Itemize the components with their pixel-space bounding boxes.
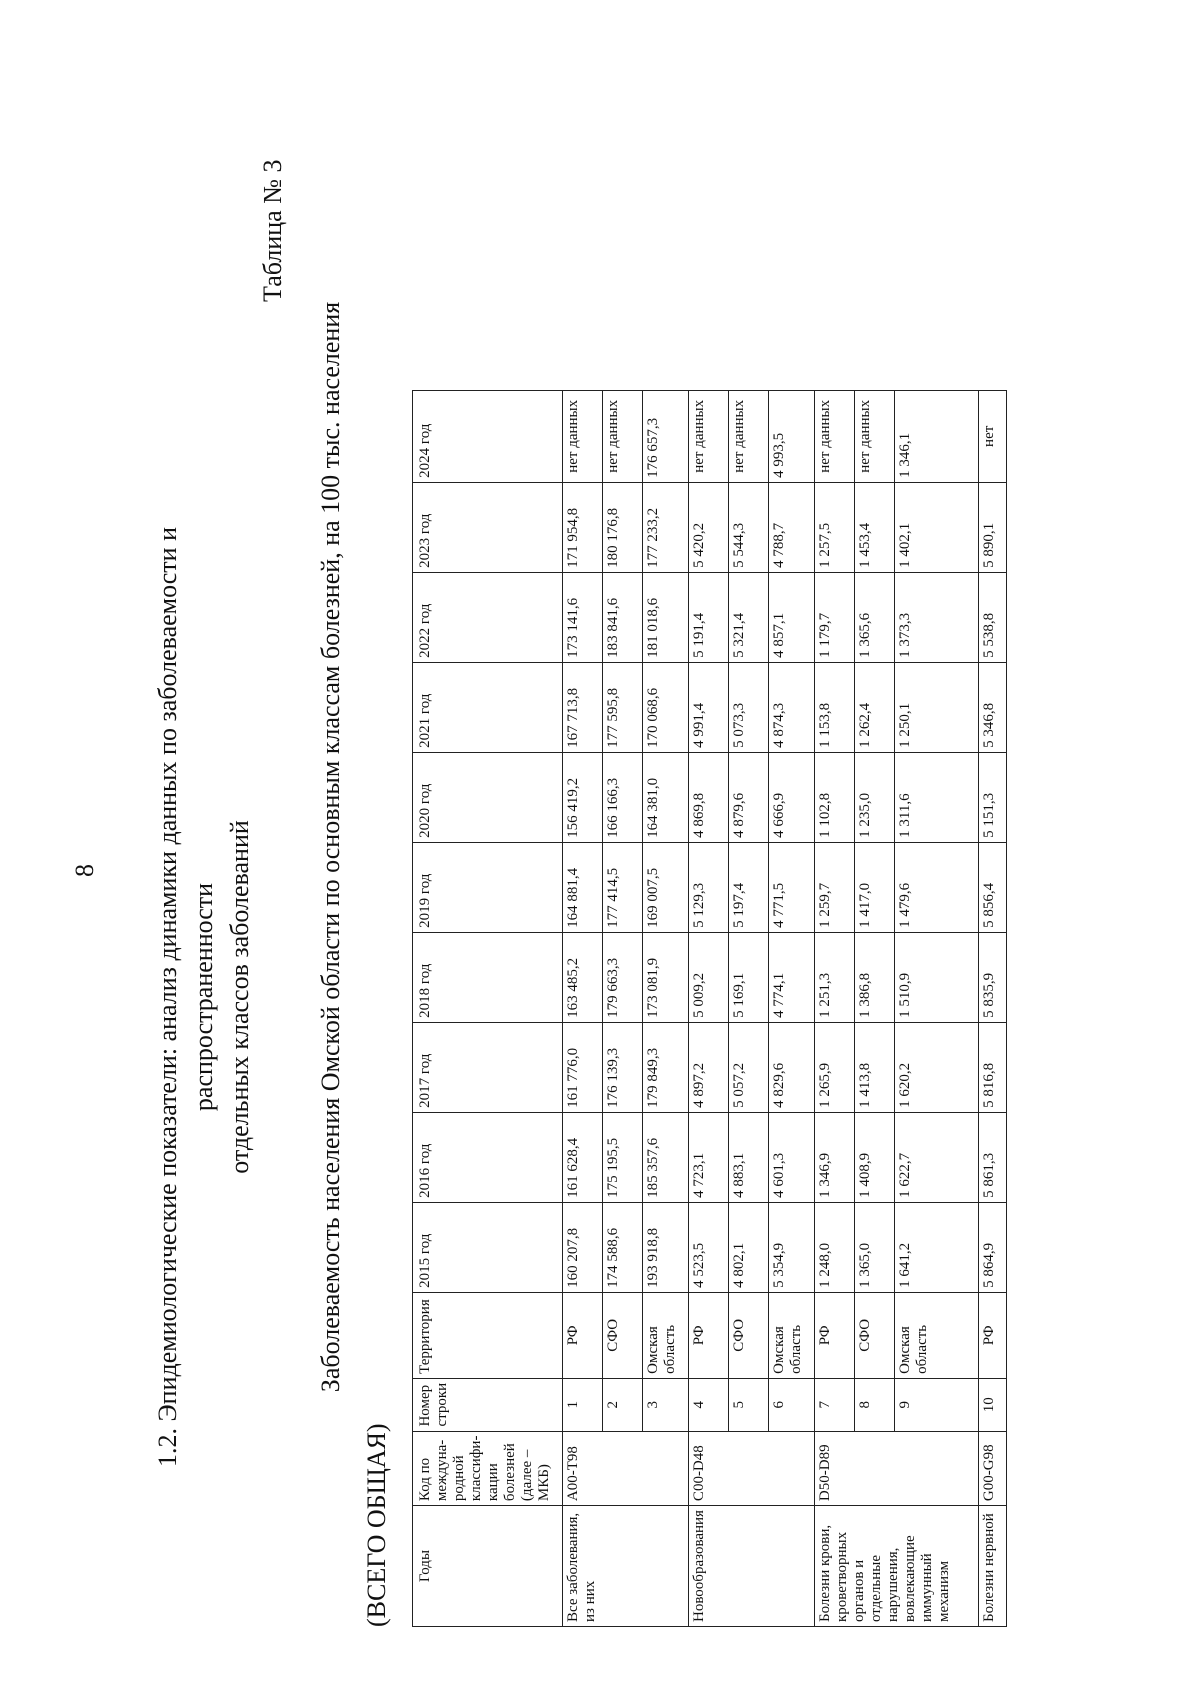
header-year: 2017 год xyxy=(413,1022,563,1112)
table-row xyxy=(563,390,603,1626)
table-cell: 1 179,7 xyxy=(815,572,855,662)
table-cell: 156 419,2 xyxy=(563,752,603,842)
table-cell: 1 622,7 xyxy=(895,1112,979,1202)
row-territory: СФО xyxy=(729,1292,769,1378)
table-cell: 4 897,2 xyxy=(689,1022,729,1112)
header-row-number: Номер строки xyxy=(413,1378,563,1431)
table-cell: 4 601,3 xyxy=(769,1112,815,1202)
group-name: Новообразования xyxy=(689,1506,815,1627)
table-cell: 4 829,6 xyxy=(769,1022,815,1112)
table-cell: 4 857,1 xyxy=(769,572,815,662)
header-year: 2022 год xyxy=(413,572,563,662)
table-cell: 171 954,8 xyxy=(563,482,603,572)
page-number: 8 xyxy=(70,864,99,877)
table-cell: 4 869,8 xyxy=(689,752,729,842)
group-icd-code: A00-T98 xyxy=(563,1431,689,1506)
table-cell: 5 816,8 xyxy=(979,1022,1007,1112)
table-cell: 5 864,9 xyxy=(979,1202,1007,1292)
table-cell: 1 365,6 xyxy=(855,572,895,662)
row-territory: РФ xyxy=(563,1292,603,1378)
table-cell: 4 993,5 xyxy=(769,390,815,482)
row-territory: РФ xyxy=(979,1292,1007,1378)
group-name: Болезни нервной xyxy=(979,1506,1007,1627)
table-cell: 5 890,1 xyxy=(979,482,1007,572)
table-cell: 1 251,3 xyxy=(815,932,855,1022)
table-cell: нет данных xyxy=(563,390,603,482)
table-cell: 183 841,6 xyxy=(603,572,643,662)
table-cell: 1 453,4 xyxy=(855,482,895,572)
section-title-line-2: отдельных классов заболеваний xyxy=(225,820,254,1174)
table-cell: 1 413,8 xyxy=(855,1022,895,1112)
row-number: 4 xyxy=(689,1378,729,1431)
section-title-line-1: 1.2. Эпидемиологические показатели: анализ динамики данных по заболеваемости и распространенности xyxy=(153,527,218,1467)
row-number: 1 xyxy=(563,1378,603,1431)
header-year: 2020 год xyxy=(413,752,563,842)
table-cell: 4 788,7 xyxy=(769,482,815,572)
row-number: 2 xyxy=(603,1378,643,1431)
table-cell: 5 544,3 xyxy=(729,482,769,572)
table-cell: 4 523,5 xyxy=(689,1202,729,1292)
header-years: Годы xyxy=(413,1506,563,1627)
group-name: Болезни крови, кроветворных органов и отдельные нарушения, вовлекающие иммунный механизм xyxy=(815,1506,979,1627)
row-number: 6 xyxy=(769,1378,815,1431)
table-cell: 169 007,5 xyxy=(643,842,689,932)
row-territory: РФ xyxy=(689,1292,729,1378)
table-cell: 160 207,8 xyxy=(563,1202,603,1292)
table-cell: 1 479,6 xyxy=(895,842,979,932)
table-cell: 1 259,7 xyxy=(815,842,855,932)
row-territory: РФ xyxy=(815,1292,855,1378)
table-cell: 161 776,0 xyxy=(563,1022,603,1112)
group-icd-code: C00-D48 xyxy=(689,1431,815,1506)
table-cell: 1 408,9 xyxy=(855,1112,895,1202)
table-cell: 5 354,9 xyxy=(769,1202,815,1292)
table-cell: нет данных xyxy=(603,390,643,482)
section-title xyxy=(150,447,258,1547)
header-year: 2015 год xyxy=(413,1202,563,1292)
table-cell: нет xyxy=(979,390,1007,482)
table-cell: 5 191,4 xyxy=(689,572,729,662)
table-cell: 1 510,9 xyxy=(895,932,979,1022)
table-cell: 173 081,9 xyxy=(643,932,689,1022)
group-name: Все заболевания, из них xyxy=(563,1506,689,1627)
table-cell: 4 666,9 xyxy=(769,752,815,842)
table-cell: 1 235,0 xyxy=(855,752,895,842)
table-cell: 180 176,8 xyxy=(603,482,643,572)
row-territory: Омская область xyxy=(643,1292,689,1378)
table-cell: 5 197,4 xyxy=(729,842,769,932)
table-cell: 181 018,6 xyxy=(643,572,689,662)
table-cell: 177 233,2 xyxy=(643,482,689,572)
table-cell: 161 628,4 xyxy=(563,1112,603,1202)
table-cell: 5 346,8 xyxy=(979,662,1007,752)
row-number: 5 xyxy=(729,1378,769,1431)
table-cell: 163 485,2 xyxy=(563,932,603,1022)
table-cell: 177 595,8 xyxy=(603,662,643,752)
table-cell: 4 874,3 xyxy=(769,662,815,752)
table-cell: 4 774,1 xyxy=(769,932,815,1022)
table-cell: 1 641,2 xyxy=(895,1202,979,1292)
row-number: 7 xyxy=(815,1378,855,1431)
table-cell: 175 195,5 xyxy=(603,1112,643,1202)
group-icd-code: D50-D89 xyxy=(815,1431,979,1506)
table-cell: 1 250,1 xyxy=(895,662,979,752)
header-year: 2024 год xyxy=(413,390,563,482)
header-icd-code: Код по междуна-родной классифи-кации болезней (далее – МКБ) xyxy=(413,1431,563,1506)
table-cell: 193 918,8 xyxy=(643,1202,689,1292)
table-cell: 176 657,3 xyxy=(643,390,689,482)
table-cell: 1 346,9 xyxy=(815,1112,855,1202)
table-cell: 1 311,6 xyxy=(895,752,979,842)
morbidity-table xyxy=(412,390,1007,1627)
header-year: 2021 год xyxy=(413,662,563,752)
row-number: 3 xyxy=(643,1378,689,1431)
table-cell: 5 129,3 xyxy=(689,842,729,932)
table-cell: 5 073,3 xyxy=(729,662,769,752)
row-territory: Омская область xyxy=(769,1292,815,1378)
header-territory: Территория xyxy=(413,1292,563,1378)
table-cell: 5 835,9 xyxy=(979,932,1007,1022)
table-cell: нет данных xyxy=(855,390,895,482)
table-cell: 1 153,8 xyxy=(815,662,855,752)
table-cell: 1 417,0 xyxy=(855,842,895,932)
table-cell: 4 879,6 xyxy=(729,752,769,842)
table-cell: 179 663,3 xyxy=(603,932,643,1022)
table-cell: 1 102,8 xyxy=(815,752,855,842)
header-year: 2016 год xyxy=(413,1112,563,1202)
table-number: Таблица № 3 xyxy=(258,159,287,302)
table-cell: 5 169,1 xyxy=(729,932,769,1022)
row-number: 8 xyxy=(855,1378,895,1431)
table-cell: 164 381,0 xyxy=(643,752,689,842)
table-cell: 177 414,5 xyxy=(603,842,643,932)
table-subcaption: (ВСЕГО ОБЩАЯ) xyxy=(362,1423,391,1627)
table-cell: 5 420,2 xyxy=(689,482,729,572)
table-cell: 5 856,4 xyxy=(979,842,1007,932)
table-cell: 1 620,2 xyxy=(895,1022,979,1112)
table-cell: 176 139,3 xyxy=(603,1022,643,1112)
table-cell: 1 248,0 xyxy=(815,1202,855,1292)
table-row xyxy=(979,390,1007,1626)
table-cell: 5 321,4 xyxy=(729,572,769,662)
table-cell: 1 373,3 xyxy=(895,572,979,662)
group-icd-code: G00-G98 xyxy=(979,1431,1007,1506)
row-territory: СФО xyxy=(855,1292,895,1378)
table-cell: 1 386,8 xyxy=(855,932,895,1022)
row-number: 9 xyxy=(895,1378,979,1431)
table-cell: 1 262,4 xyxy=(855,662,895,752)
table-cell: нет данных xyxy=(689,390,729,482)
table-cell: 4 802,1 xyxy=(729,1202,769,1292)
table-cell: 4 723,1 xyxy=(689,1112,729,1202)
row-territory: СФО xyxy=(603,1292,643,1378)
table-cell: 164 881,4 xyxy=(563,842,603,932)
table-cell: 5 057,2 xyxy=(729,1022,769,1112)
row-territory: Омская область xyxy=(895,1292,979,1378)
table-cell: 173 141,6 xyxy=(563,572,603,662)
table-cell: 4 991,4 xyxy=(689,662,729,752)
table-cell: нет данных xyxy=(815,390,855,482)
table-cell: 170 068,6 xyxy=(643,662,689,752)
table-row xyxy=(689,390,729,1626)
header-year: 2023 год xyxy=(413,482,563,572)
table-cell: 4 883,1 xyxy=(729,1112,769,1202)
table-cell: 185 357,6 xyxy=(643,1112,689,1202)
table-cell: 174 588,6 xyxy=(603,1202,643,1292)
row-number: 10 xyxy=(979,1378,1007,1431)
table-cell: 5 538,8 xyxy=(979,572,1007,662)
table-cell: 5 151,3 xyxy=(979,752,1007,842)
table-cell: 1 346,1 xyxy=(895,390,979,482)
table-cell: 5 009,2 xyxy=(689,932,729,1022)
header-year: 2019 год xyxy=(413,842,563,932)
table-cell: 1 365,0 xyxy=(855,1202,895,1292)
table-header-row xyxy=(413,390,563,1626)
table-cell: 1 265,9 xyxy=(815,1022,855,1112)
table-row xyxy=(815,390,855,1626)
table-cell: 166 166,3 xyxy=(603,752,643,842)
table-cell: 179 849,3 xyxy=(643,1022,689,1112)
table-cell: 167 713,8 xyxy=(563,662,603,752)
table-cell: 1 402,1 xyxy=(895,482,979,572)
header-year: 2018 год xyxy=(413,932,563,1022)
table-caption: Заболеваемость населения Омской области по основным классам болезней, на 100 тыс. населения xyxy=(316,301,345,1393)
table-cell: 5 861,3 xyxy=(979,1112,1007,1202)
table-cell: 4 771,5 xyxy=(769,842,815,932)
table-cell: нет данных xyxy=(729,390,769,482)
table-cell: 1 257,5 xyxy=(815,482,855,572)
